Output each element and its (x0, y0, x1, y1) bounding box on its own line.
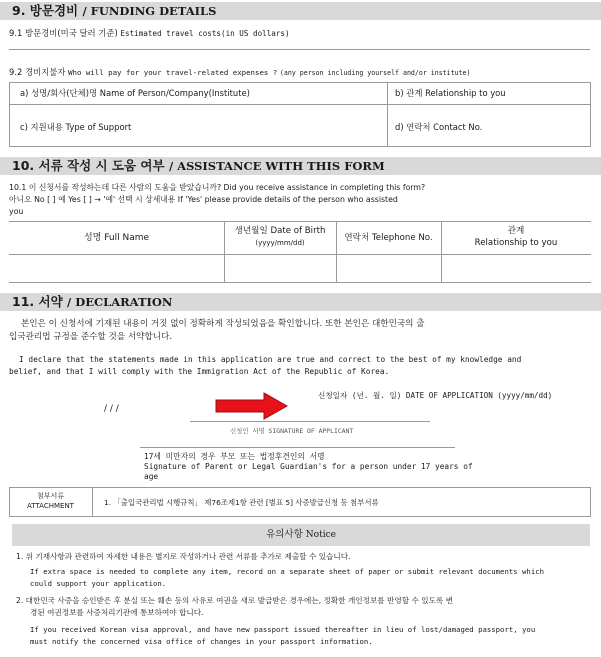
assistance-header-ko: 10. 서류 작성 시 도움 여부 (12, 158, 165, 173)
col-dob: 생년월일 Date of Birth (234, 226, 326, 236)
col-telephone: 연락처 Telephone No. (344, 233, 433, 243)
notice-item1-en2: could support your application. (30, 579, 167, 588)
assistance-question-line2[interactable]: 아니오 No [ ] 예 Yes [ ] → '예' 선택 시 상세내용 If 'Yes' please provide details of the person who assisted (9, 195, 398, 204)
attachment-label-ko: 첨부서류 (36, 492, 65, 500)
payer-contact-field[interactable]: d) 연락처 Contact No. (395, 122, 483, 132)
attachment-divider (92, 487, 93, 517)
application-date-label: 신청일자 (년. 월. 일) DATE OF APPLICATION (yyyy/mm/dd) (318, 391, 553, 400)
guardian-line3: age (144, 472, 159, 481)
assistance-header-en: / ASSISTANCE WITH THIS FORM (168, 159, 385, 173)
guardian-line1: 17세 미만자의 경우 부모 또는 법정후견인의 서명 (144, 452, 325, 461)
assistance-table-top (9, 221, 591, 222)
payer-note: (any person including yourself and/or institute) (279, 69, 471, 77)
notice-item1-ko: 1. 위 기재사항과 관련하여 자세한 내용은 별지로 작성하거나 관련 서류를 추가로 제출할 수 있습니다. (16, 552, 351, 561)
estimated-cost-label-ko: 9.1 방문경비(미국 달러 기준) (9, 28, 118, 38)
notice-item2-ko2: 경된 여권정보를 사증처리기관에 통보하여야 합니다. (30, 608, 204, 617)
guardian-text (144, 452, 473, 482)
assistance-question-line3: you (9, 207, 24, 216)
declaration-section-header (0, 293, 601, 311)
payer-question (9, 67, 470, 79)
assistant-relationship-input[interactable] (442, 255, 591, 281)
estimated-cost-input-line[interactable] (9, 49, 590, 50)
declaration-en-line1: I declare that the statements made in this application are true and correct to the best of my knowledge and (19, 355, 522, 364)
applicant-signature-line[interactable] (190, 421, 430, 422)
col-full-name: 성명 Full Name (83, 233, 150, 243)
notice-item2-en2: must notify the concerned visa office of changes in your passport information. (30, 637, 373, 646)
declaration-korean-text (9, 318, 591, 344)
declaration-header-en: / DECLARATION (67, 295, 173, 309)
notice-item2-ko1: 2. 대한민국 사증을 승인받은 후 분실 또는 훼손 등의 사유로 여권을 새로 발급받은 경우에는, 정확한 개인정보를 반영할 수 있도록 변 (16, 596, 453, 605)
payer-name-field[interactable]: a) 성명/회사(단체)명 Name of Person/Company(Institute) (20, 88, 250, 98)
support-type-field[interactable]: c) 지원내용 Type of Support (20, 122, 132, 132)
declaration-en-line2: belief, and that I will comply with the Immigration Act of the Republic of Korea. (9, 367, 390, 376)
assistant-dob-input[interactable] (225, 255, 336, 281)
application-date-value[interactable]: / / / (104, 404, 119, 414)
notice-item1-en1: If extra space is needed to complete any item, record on a separate sheet of paper or submit relevant documents which (30, 567, 544, 576)
notice-title-ko: 유의사항 (266, 529, 303, 540)
payer-relationship-field[interactable]: b) 관계 Relationship to you (395, 88, 506, 98)
payer-label-en: Who will pay for your travel-related expenses ? (68, 68, 278, 77)
col-relationship-ko: 관계 (507, 226, 525, 236)
notice-header (12, 524, 590, 546)
estimated-cost-question (9, 28, 290, 39)
payer-label-ko: 9.2 경비지불자 (9, 67, 66, 77)
assistance-section-header (0, 157, 601, 175)
guardian-signature-line[interactable] (140, 447, 455, 448)
funding-header-ko: 9. 방문경비 (12, 3, 79, 18)
funding-section-header (0, 2, 601, 20)
red-arrow-icon (215, 392, 289, 420)
notice-item2-en1: If you received Korean visa approval, and have new passport issued thereafter in lieu of lost/damaged passport, you (30, 625, 536, 634)
assistance-question-line1: 10.1 이 신청서를 작성하는데 다른 사람의 도움을 받았습니까? Did you receive assistance in completing this form? (9, 183, 426, 192)
attachment-label (9, 491, 92, 511)
attachment-label-en: ATTACHMENT (27, 502, 74, 510)
guardian-line2: Signature of Parent or Legal Guardian's for a person under 17 years of (144, 462, 473, 471)
declaration-english-text (9, 354, 591, 378)
payer-table-vdivider (387, 82, 388, 147)
declaration-ko-line1: 본인은 이 신청서에 기재된 내용이 거짓 없이 정확하게 작성되었음을 확인합니다. 또한 본인은 대한민국의 출 (21, 319, 425, 329)
funding-header-en: / FUNDING DETAILS (82, 4, 217, 18)
assistant-name-input[interactable] (9, 255, 224, 281)
signature-label: 신청인 서명 SIGNATURE OF APPLICANT (230, 427, 354, 435)
notice-title-en: Notice (305, 530, 336, 540)
attachment-text: 1. 「출입국관리법 시행규칙」 제76조제1항 관련 [별표 5] 사증발급신청 등 첨부서류 (104, 498, 379, 507)
col-dob-format: (yyyy/mm/dd) (255, 239, 305, 247)
estimated-cost-label-en: Estimated travel costs(in US dollars) (120, 29, 290, 38)
declaration-ko-line2: 입국관리법 규정을 준수할 것을 서약합니다. (9, 332, 173, 342)
payer-table-divider (9, 104, 591, 105)
declaration-header-ko: 11. 서약 (12, 294, 63, 309)
assistant-phone-input[interactable] (337, 255, 441, 281)
col-relationship-en: Relationship to you (474, 238, 558, 248)
assistance-table-bottom (9, 282, 591, 283)
